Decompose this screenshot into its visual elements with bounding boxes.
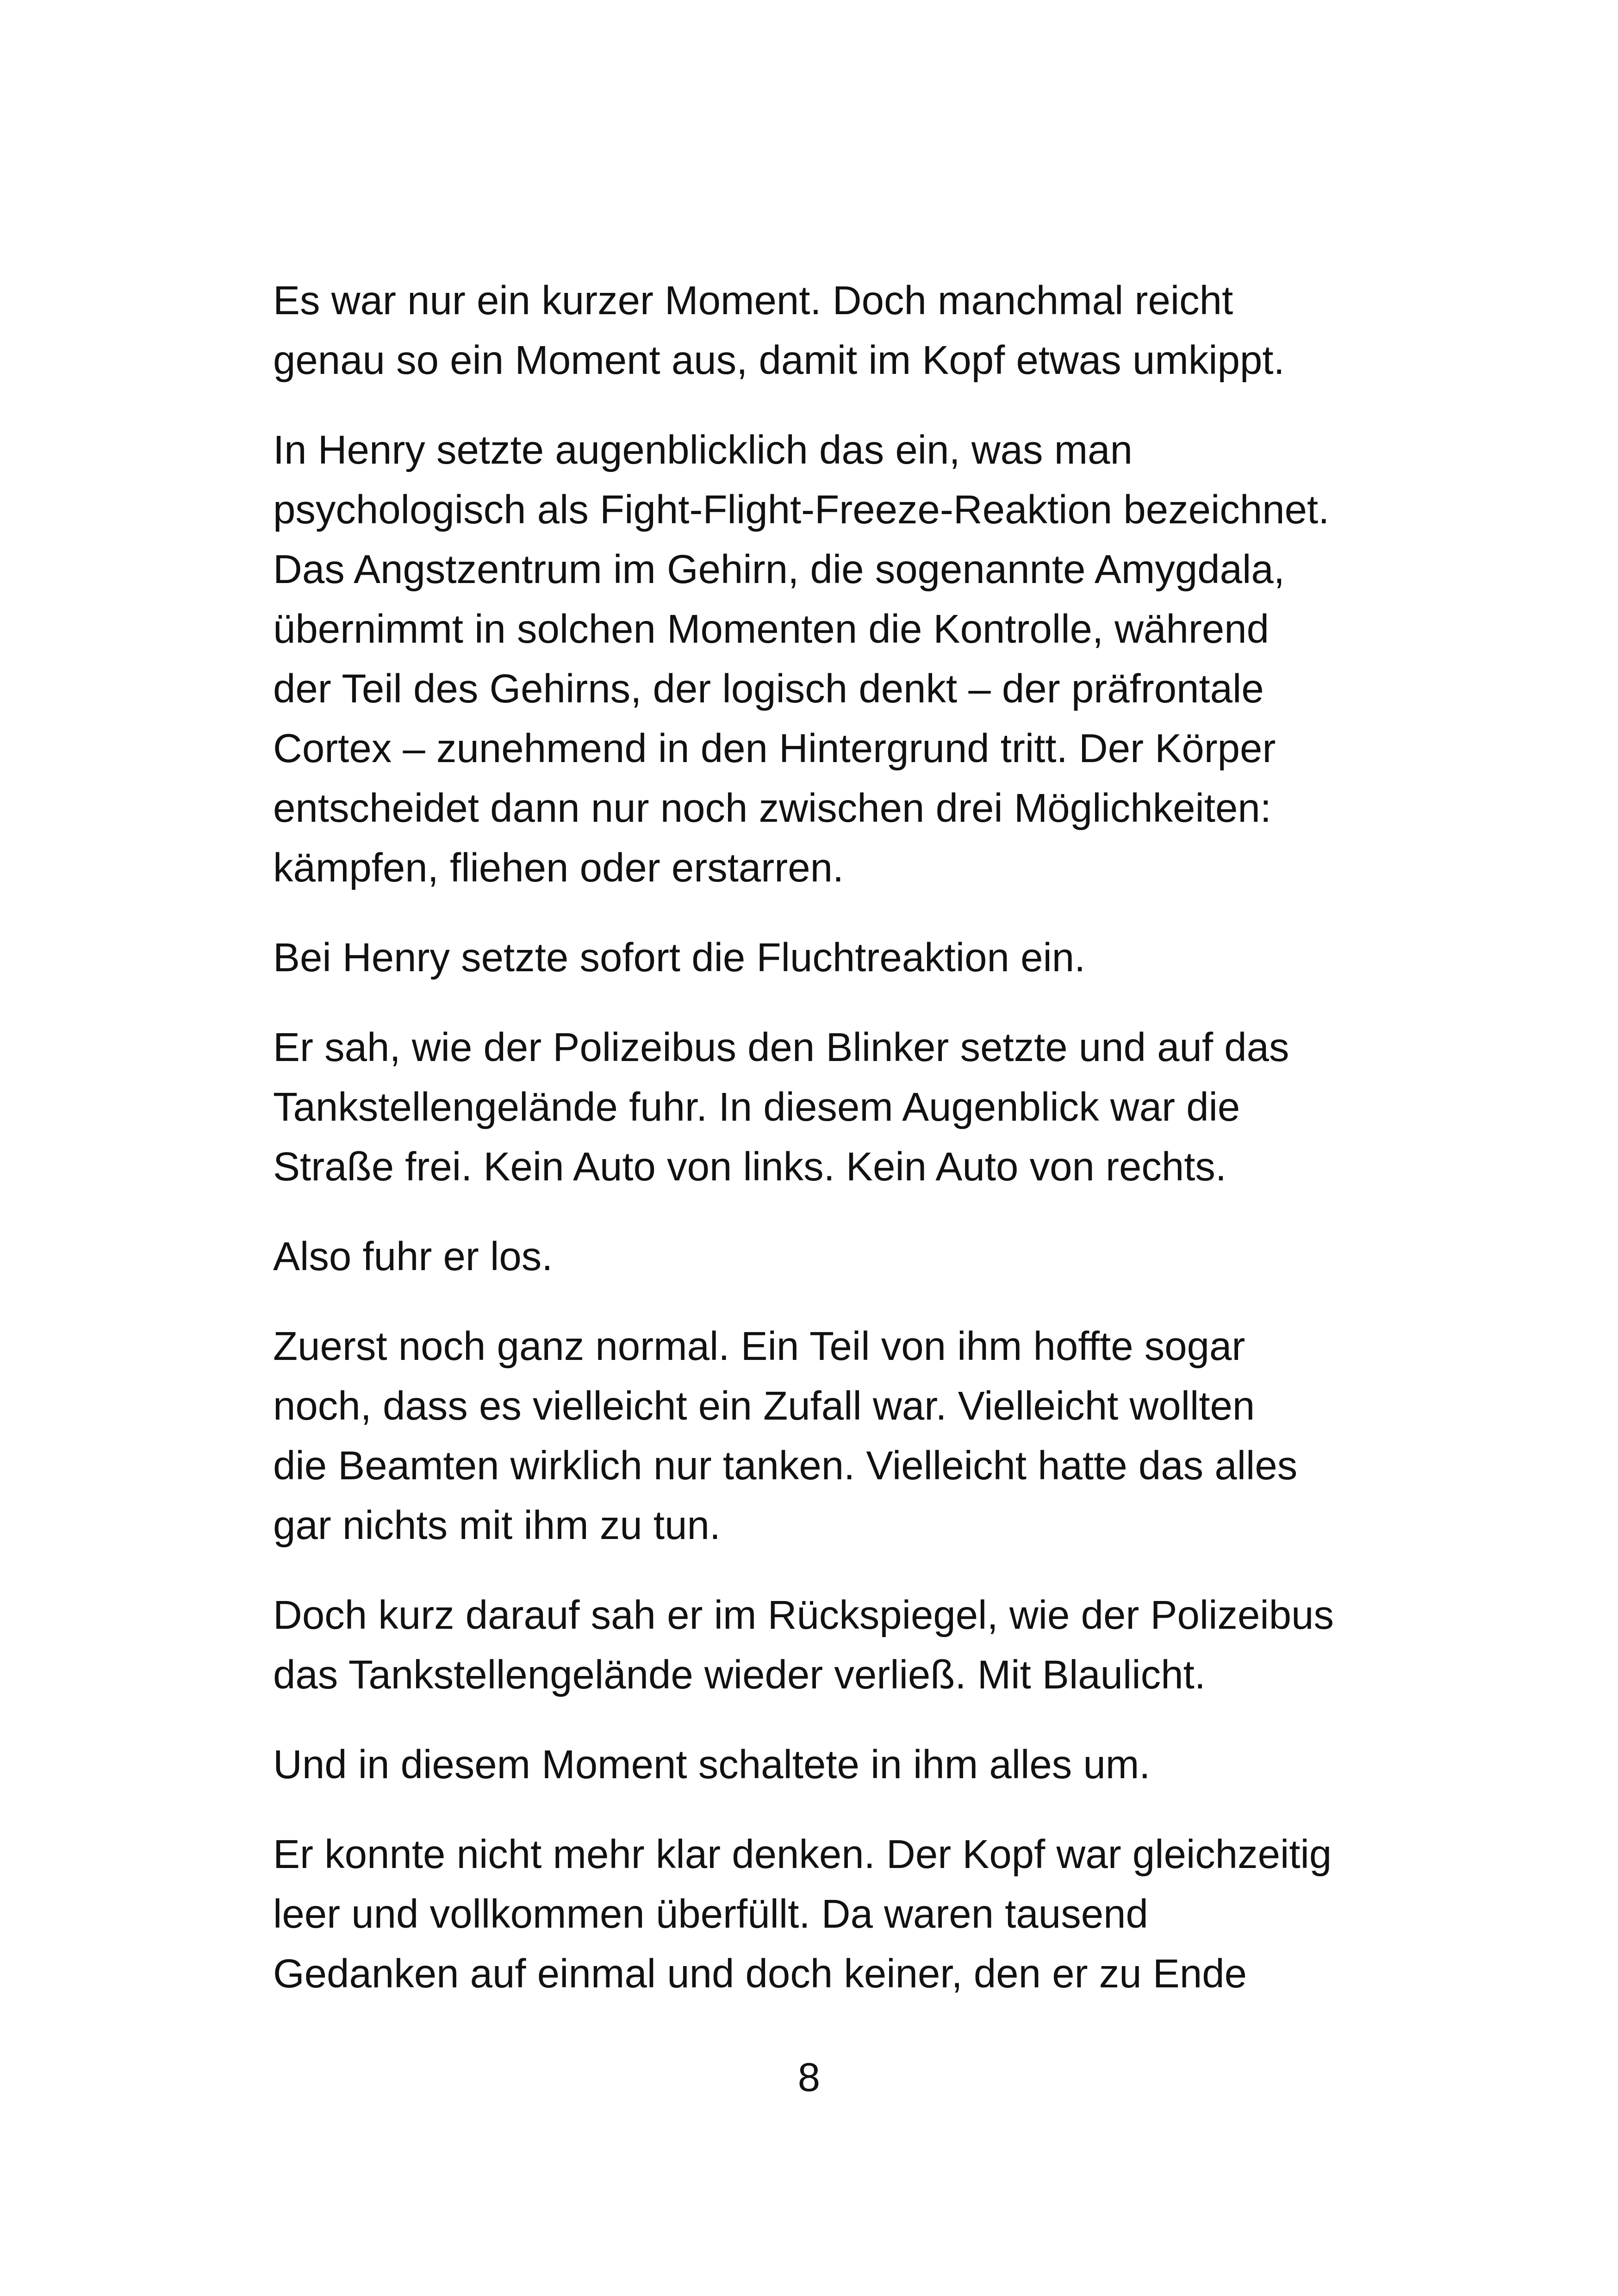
text-line: das Tankstellengelände wieder verließ. Mit Blaulicht.	[273, 1652, 1206, 1697]
paragraph	[273, 1227, 1370, 1286]
text-line: noch, dass es vielleicht ein Zufall war. Vielleicht wollten	[273, 1384, 1255, 1428]
text-line: entscheidet dann nur noch zwischen drei Möglichkeiten:	[273, 786, 1271, 831]
text-line: der Teil des Gehirns, der logisch denkt – der präfrontale	[273, 666, 1264, 711]
paragraph	[273, 271, 1370, 390]
text-line: Cortex – zunehmend in den Hintergrund tritt. Der Körper	[273, 726, 1276, 771]
text-line: psychologisch als Fight-Flight-Freeze-Reaktion bezeichnet.	[273, 487, 1330, 532]
body-text	[273, 271, 1370, 2034]
paragraph	[273, 1316, 1370, 1555]
text-line: Und in diesem Moment schaltete in ihm alles um.	[273, 1742, 1151, 1787]
text-line: gar nichts mit ihm zu tun.	[273, 1503, 721, 1548]
paragraph	[273, 1018, 1370, 1197]
text-line: kämpfen, fliehen oder erstarren.	[273, 845, 844, 890]
text-line: genau so ein Moment aus, damit im Kopf etwas umkippt.	[273, 338, 1285, 383]
paragraph	[273, 1735, 1370, 1794]
text-line: Bei Henry setzte sofort die Fluchtreaktion ein.	[273, 935, 1086, 980]
text-line: Es war nur ein kurzer Moment. Doch manchmal reicht	[273, 278, 1233, 323]
text-line: Er konnte nicht mehr klar denken. Der Kopf war gleichzeitig	[273, 1832, 1332, 1877]
text-line: Straße frei. Kein Auto von links. Kein Auto von rechts.	[273, 1144, 1227, 1189]
text-line: In Henry setzte augenblicklich das ein, was man	[273, 428, 1133, 472]
text-line: leer und vollkommen überfüllt. Da waren tausend	[273, 1892, 1148, 1936]
text-line: Er sah, wie der Polizeibus den Blinker setzte und auf das	[273, 1025, 1289, 1070]
text-line: Doch kurz darauf sah er im Rückspiegel, wie der Polizeibus	[273, 1593, 1334, 1638]
paragraph	[273, 928, 1370, 987]
text-line: Also fuhr er los.	[273, 1234, 553, 1279]
paragraph	[273, 1824, 1370, 2004]
text-line: Tankstellengelände fuhr. In diesem Augenblick war die	[273, 1085, 1240, 1129]
text-line: Gedanken auf einmal und doch keiner, den er zu Ende	[273, 1951, 1247, 1996]
text-line: Zuerst noch ganz normal. Ein Teil von ihm hoffte sogar	[273, 1324, 1245, 1369]
page-number: 8	[797, 2055, 821, 2100]
paragraph	[273, 1585, 1370, 1705]
paragraph	[273, 420, 1370, 898]
text-line: übernimmt in solchen Momenten die Kontrolle, während	[273, 607, 1269, 652]
text-line: die Beamten wirklich nur tanken. Vielleicht hatte das alles	[273, 1443, 1298, 1488]
text-line: Das Angstzentrum im Gehirn, die sogenannte Amygdala,	[273, 547, 1285, 592]
